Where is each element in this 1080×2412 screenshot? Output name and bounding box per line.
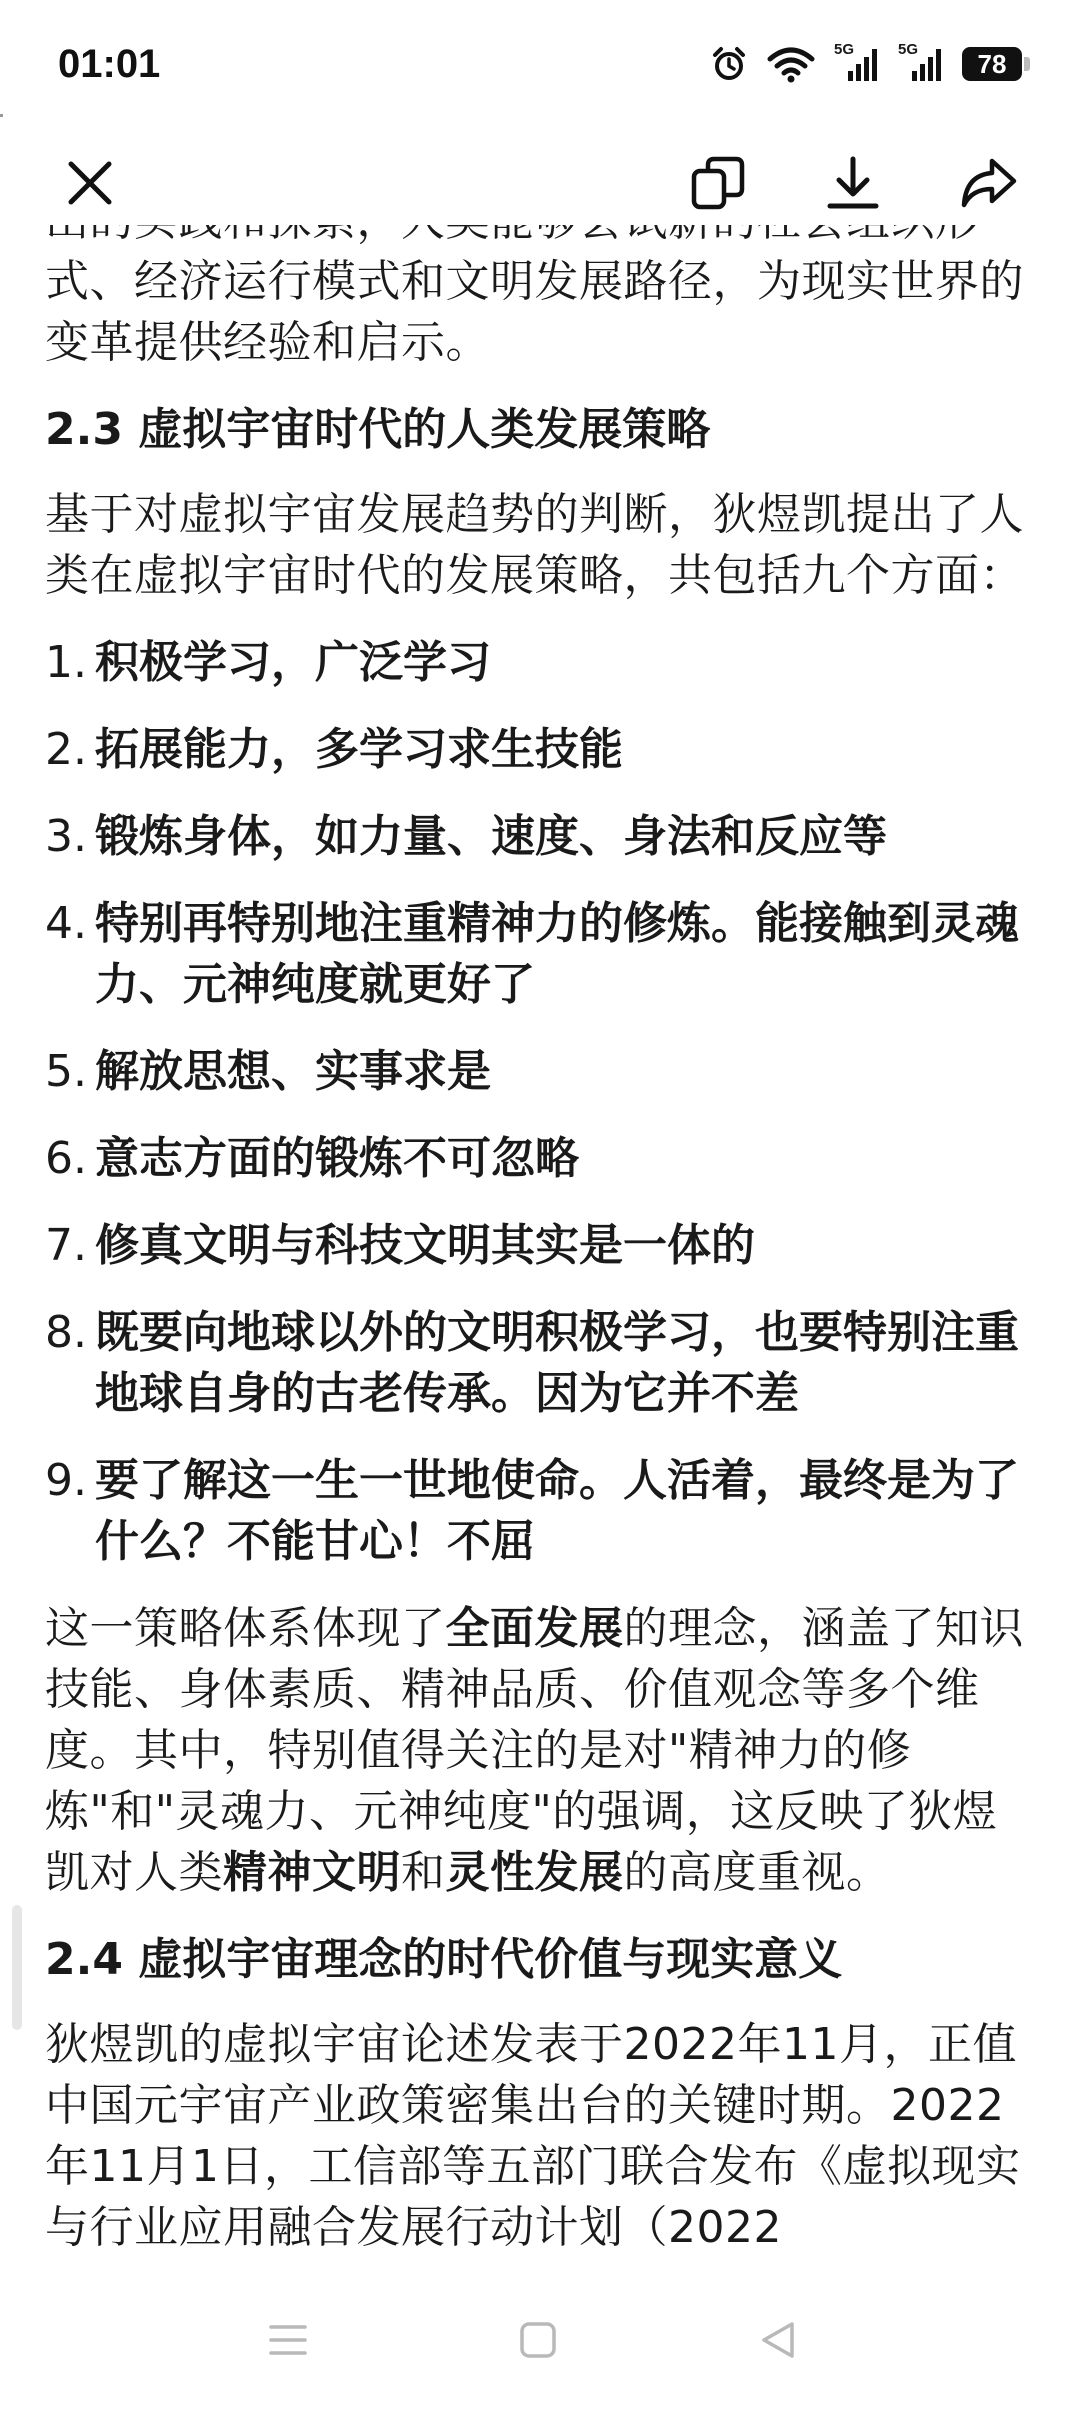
list-number: 3. bbox=[45, 811, 87, 862]
menu-button[interactable] bbox=[258, 2310, 318, 2370]
list-number: 8. bbox=[45, 1307, 87, 1358]
list-item bbox=[45, 893, 1040, 1015]
list-text: 意志方面的锻炼不可忽略 bbox=[95, 1133, 579, 1184]
list-item bbox=[45, 632, 1040, 693]
list-text: 特别再特别地注重精神力的修炼。能接触到灵魂力、元神纯度就更好了 bbox=[95, 898, 1019, 1010]
menu-icon bbox=[267, 2319, 309, 2361]
emphasis-text: 全面发展 bbox=[445, 1603, 624, 1654]
battery-icon bbox=[962, 47, 1030, 81]
copy-icon bbox=[690, 155, 746, 211]
system-nav-bar bbox=[0, 2270, 1080, 2412]
list-number: 7. bbox=[45, 1220, 87, 1271]
back-icon bbox=[758, 2320, 798, 2360]
close-icon bbox=[65, 158, 115, 208]
list-item bbox=[45, 1215, 1040, 1276]
list-item bbox=[45, 719, 1040, 780]
status-time: 01:01 bbox=[58, 42, 161, 86]
paragraph: 基于对虚拟宇宙发展趋势的判断，狄煜凯提出了人类在虚拟宇宙时代的发展策略，共包括九个方面： bbox=[45, 489, 1024, 601]
list-item bbox=[45, 1302, 1040, 1424]
paragraph: 狄煜凯的虚拟宇宙论述发表于2022年11月，正值中国元宇宙产业政策密集出台的关键时期。2022年11月1日，工信部等五部门联合发布《虚拟现实与行业应用融合发展行动计划（2022 bbox=[45, 2019, 1021, 2253]
list-text: 要了解这一生一世地使命。人活着，最终是为了什么？不能甘心！不屈 bbox=[95, 1455, 1019, 1567]
paragraph: 式、经济运行模式和文明发展路径，为现实世界的变革提供经验和启示。 bbox=[45, 256, 1024, 368]
summary-text: 和 bbox=[401, 1847, 446, 1898]
download-icon bbox=[825, 155, 881, 211]
list-item bbox=[45, 1128, 1040, 1189]
scrollbar-handle[interactable] bbox=[12, 1905, 22, 2030]
download-button[interactable] bbox=[818, 148, 888, 218]
signal-5g-icon bbox=[898, 41, 944, 83]
strategy-list bbox=[45, 632, 1040, 1572]
list-number: 5. bbox=[45, 1046, 87, 1097]
list-text: 既要向地球以外的文明积极学习，也要特别注重地球自身的古老传承。因为它并不差 bbox=[95, 1307, 1019, 1419]
list-number: 6. bbox=[45, 1133, 87, 1184]
edge-marker bbox=[0, 114, 3, 117]
summary-paragraph bbox=[45, 1598, 1040, 1903]
copy-button[interactable] bbox=[683, 148, 753, 218]
list-item bbox=[45, 1450, 1040, 1572]
list-number: 9. bbox=[45, 1455, 87, 1506]
alarm-icon bbox=[710, 45, 748, 83]
home-button[interactable] bbox=[508, 2310, 568, 2370]
summary-text: 这一策略体系体现了 bbox=[45, 1603, 446, 1654]
list-text: 锻炼身体，如力量、速度、身法和反应等 bbox=[95, 811, 887, 862]
wifi-icon bbox=[766, 45, 816, 83]
summary-text: 的高度重视。 bbox=[623, 1847, 891, 1898]
emphasis-text: 精神文明 bbox=[223, 1847, 401, 1898]
list-text: 拓展能力，多学习求生技能 bbox=[95, 724, 623, 775]
list-text: 积极学习，广泛学习 bbox=[95, 637, 491, 688]
signal-label: 5G bbox=[834, 41, 855, 58]
list-number: 4. bbox=[45, 898, 87, 949]
battery-level: 78 bbox=[962, 47, 1022, 81]
signal-label: 5G bbox=[898, 41, 919, 58]
list-item bbox=[45, 806, 1040, 867]
summary-text: 的理念，涵盖了知识技能、身体素质、精神品质、价值观念等多个维度。其中，特别值得关注的是对"精神力的修炼"和"灵魂力、元神纯度"的强调，这反映了狄煜凯对人类 bbox=[45, 1603, 1024, 1898]
share-button[interactable] bbox=[953, 148, 1023, 218]
reader-toolbar bbox=[0, 140, 1080, 225]
home-icon bbox=[518, 2320, 558, 2360]
share-icon bbox=[958, 155, 1018, 211]
list-item bbox=[45, 1041, 1040, 1102]
list-text: 修真文明与科技文明其实是一体的 bbox=[95, 1220, 755, 1271]
list-text: 解放思想、实事求是 bbox=[95, 1046, 491, 1097]
back-button[interactable] bbox=[748, 2310, 808, 2370]
status-bar bbox=[0, 0, 1080, 140]
article-body bbox=[45, 190, 1040, 2270]
section-heading: 2.3 虚拟宇宙时代的人类发展策略 bbox=[45, 404, 711, 455]
emphasis-text: 灵性发展 bbox=[445, 1847, 624, 1898]
list-number: 1. bbox=[45, 637, 87, 688]
status-icons bbox=[710, 41, 1030, 83]
close-button[interactable] bbox=[55, 148, 125, 218]
signal-5g-icon bbox=[834, 41, 880, 83]
list-number: 2. bbox=[45, 724, 87, 775]
section-heading: 2.4 虚拟宇宙理念的时代价值与现实意义 bbox=[45, 1934, 843, 1985]
